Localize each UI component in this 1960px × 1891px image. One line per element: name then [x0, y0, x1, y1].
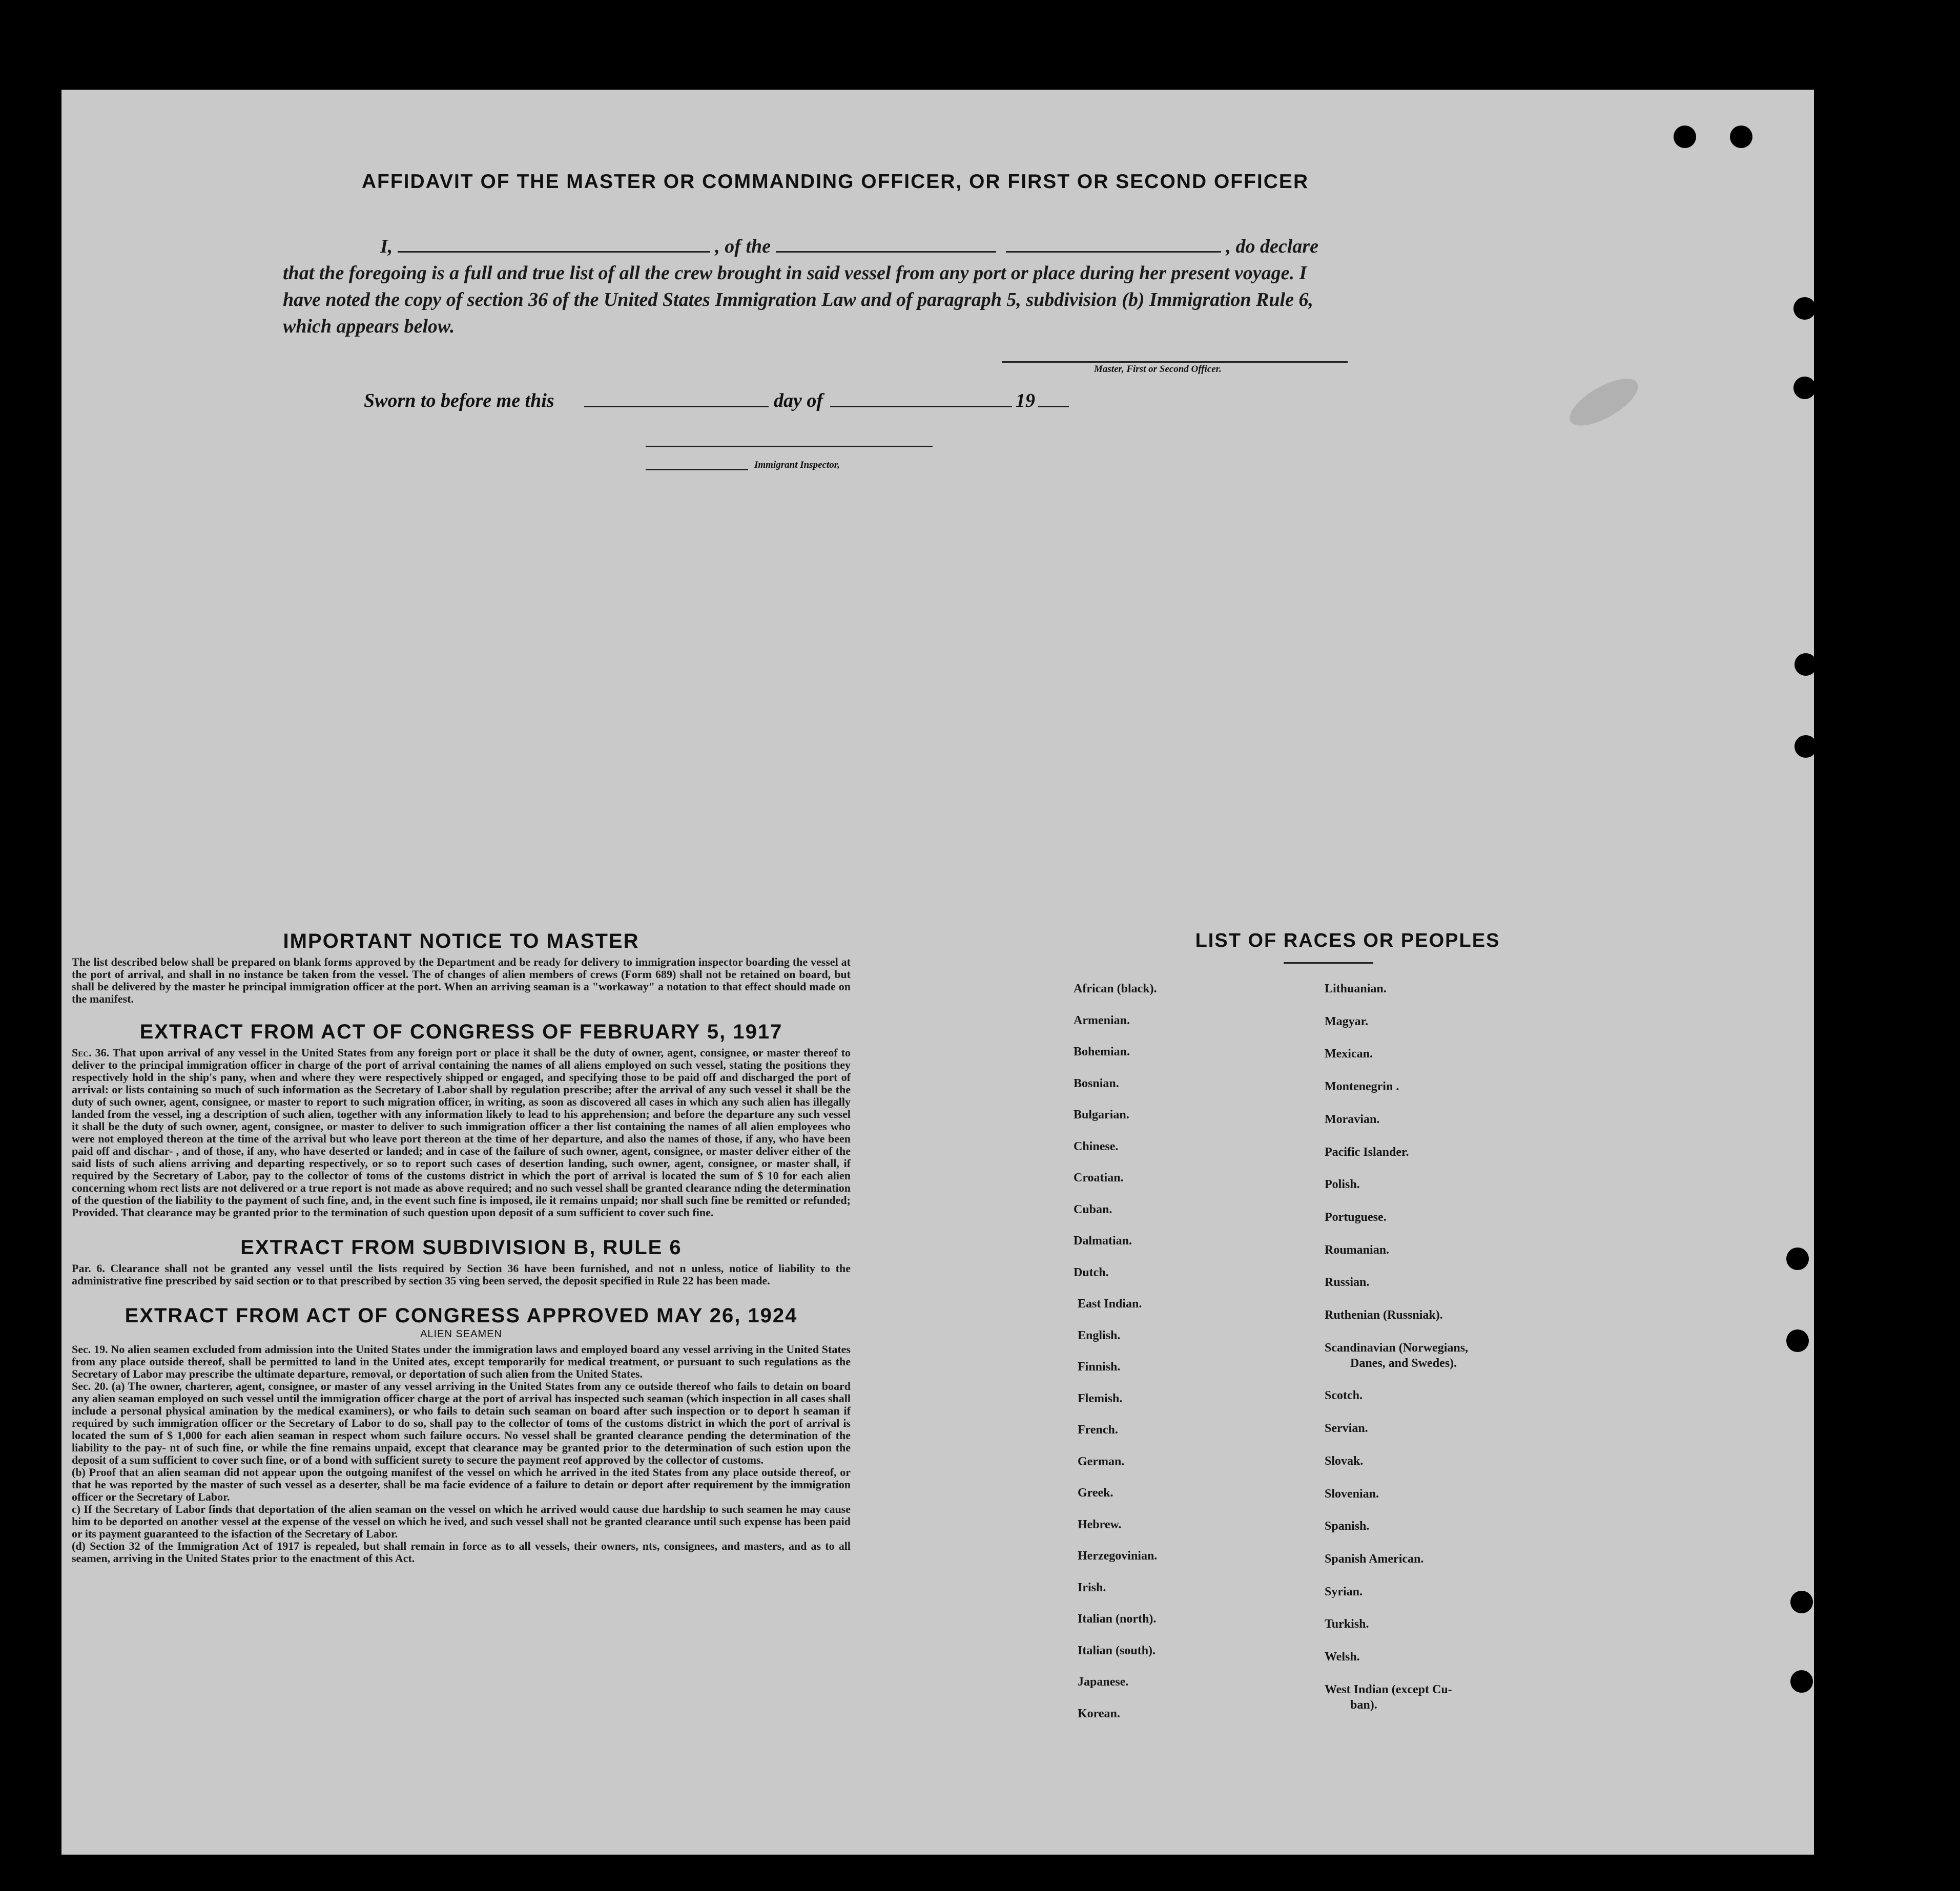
race-item: Spanish.: [1325, 1520, 1370, 1533]
punch-hole: [1674, 126, 1696, 148]
affidavit-title: AFFIDAVIT OF THE MASTER OR COMMANDING OFFICER, OR FIRST OR SECOND OFFICER: [361, 171, 1309, 193]
name-field-line: [398, 237, 710, 253]
race-item: Japanese.: [1078, 1675, 1129, 1689]
race-item: Italian (south).: [1078, 1644, 1156, 1657]
race-item: Welsh.: [1325, 1650, 1360, 1664]
subdivision-b-body: Par. 6. Clearance shall not be granted any vessel until the lists required by Section 36 have been furnished, and not n unless, notice of liability to the administrative fine prescribed by said section or to that prescribed by section 35 ving been served, the deposit specified in Rule 22 has been made.: [72, 1262, 851, 1287]
race-item: Bulgarian.: [1074, 1108, 1129, 1121]
race-item: Italian (north).: [1078, 1612, 1157, 1626]
race-item: Cuban.: [1074, 1202, 1112, 1216]
race-item: Dutch.: [1074, 1265, 1109, 1279]
race-item: West Indian (except Cu-: [1325, 1682, 1452, 1696]
race-item: Portuguese.: [1325, 1210, 1387, 1224]
race-item: Danes, and Swedes).: [1350, 1356, 1457, 1370]
punch-hole: [1794, 735, 1817, 758]
race-item: Magyar.: [1325, 1014, 1369, 1028]
race-item: Scotch.: [1325, 1389, 1363, 1403]
inspector-prefix-line: [646, 469, 748, 470]
vessel-field-line-2: [1006, 237, 1221, 253]
race-item: Slovak.: [1325, 1454, 1364, 1468]
race-item: Polish.: [1325, 1178, 1360, 1192]
inspector-caption: Immigrant Inspector,: [754, 460, 840, 470]
vessel-field-line: [776, 237, 996, 253]
sec-36-text: That upon arrival of any vessel in the United States from any foreign port or place it shall be the duty of owner, agent, consignee, or master thereof to deliver to the principal immigration officer in charge of the port of arrival containing the names of all aliens employed on such vessel, stating the positions they respectively hold in the ship's pany, when and where they were respectively shipped or engaged, and specifying those to be paid off and discharged the port of arrival: or lists containing so much of such information as the Secretary of Labor shall by regulation prescribe; after the arrival of any such vessel it shall be the duty of such owner, agent, consignee, or master to report to such migration officer, in writing, as soon as discovered all cases in which any such alien has illegally landed from the vessel, ing a description of such alien, together with any information likely to lead to his apprehension; and before the departure any such vessel it shall be the duty of such owner, agent, consignee, or master to deliver to such immigration officer a ther list containing the names of all alien employees who were not employed thereon at the time of the arrival but who leave port thereon at the time of her departure, and also the names of those, if any, who have been paid off and dischar- , and of those, if any, who have deserted or landed; and in case of the failure of such owner, agent, consignee, or master deliver either of the said lists of such aliens arriving and departing respectively, or so to report such cases of desertion landing, such owner, agent, consignee, or master shall, if required by the Secretary of Labor, pay to the collector of toms of the customs district in which the port of arrival is located the sum of $ 10 for each alien concerning whom rect lists are not delivered or a true report is not made as above required; and no such vessel shall be granted clearance nding the determination of the question of the liability to the payment of such fine, and, in the event such fine is imposed, ile it remains unpaid; nor shall such fine be remitted or refunded; Provided. That clearance may be granted prior to the termination of such question upon deposit of a sum sufficient to cover such fine.: [72, 1046, 851, 1219]
race-item: Pacific Islander.: [1325, 1145, 1409, 1159]
sec-19-text: Sec. 19. No alien seamen excluded from admission into the United States under the immigration laws and employed board any vessel arriving in the United States from any place outside thereof, shall be permitted to land in the United ates, except temporarily for medical treatment, or pursuant to such regulations as the Secretary of Labor may prescribe the ultimate departure, removal, or deportation of such alien from the United States.: [72, 1343, 851, 1380]
sec-20d-text: (d) Section 32 of the Immigration Act of 1917 is repealed, but shall remain in force as to all vessels, their owners, nts, consignees, and masters, and as to all seamen, arriving in the United States prior to the enactment of this Act.: [72, 1540, 851, 1565]
alien-seamen-subtitle: ALIEN SEAMEN: [420, 1328, 502, 1340]
notice-column: [72, 930, 851, 1565]
race-item: African (black).: [1074, 982, 1157, 995]
master-signature-line: [1002, 361, 1348, 363]
subdivision-b-title: EXTRACT FROM SUBDIVISION B, RULE 6: [240, 1236, 682, 1259]
race-item: Irish.: [1078, 1581, 1106, 1594]
race-item: Turkish.: [1325, 1617, 1369, 1631]
race-item: English.: [1078, 1328, 1121, 1342]
race-item: Armenian.: [1074, 1013, 1130, 1027]
race-item: Montenegrin .: [1325, 1080, 1399, 1094]
race-item: Finnish.: [1078, 1360, 1121, 1374]
affidavit-body: [283, 233, 1349, 340]
race-item: French.: [1078, 1423, 1118, 1437]
race-item: Croatian.: [1074, 1171, 1124, 1185]
race-item: East Indian.: [1078, 1297, 1142, 1311]
sworn-day-line: [584, 406, 769, 407]
punch-hole: [1790, 1591, 1813, 1613]
race-item: Bohemian.: [1074, 1045, 1130, 1058]
sec-36-lead: Sec. 36.: [72, 1046, 110, 1059]
extract-1917-title: EXTRACT FROM ACT OF CONGRESS OF FEBRUARY 5, 1917: [139, 1021, 783, 1043]
punch-hole: [1786, 1248, 1809, 1270]
extract-1917-body: [72, 1047, 851, 1219]
race-item: Flemish.: [1078, 1391, 1123, 1405]
year-prefix: 19: [1016, 390, 1035, 411]
race-item: Chinese.: [1074, 1139, 1119, 1153]
sec-20a-text: Sec. 20. (a) The owner, charterer, agent, consignee, or master of any vessel arriving in the United States from any ce outside thereof who fails to detain on board any alien seaman employed on such vessel until the immigration officer charge at the port of arrival has inspected such seaman (which inspection in all cases shall include a personal physical amination by the medical examiners), or who fails to detain such seaman on board after such inspection or to deport h seaman if required by such immigration officer or the Secretary of Labor to do so, shall pay to the collector of toms of the customs district in which the port of arrival is located the sum of $ 1,000 for each alien seaman in respect whom such failure occurs. No vessel shall be granted clearance pending the determination of the liability to the pay- nt of such fine, or while the fine remains unpaid, except that clearance may be granted prior to the determination of such estion upon the deposit of a sum sufficient to cover such fine, or of a bond with sufficient surety to secure the payment reof approved by the collector of customs.: [72, 1380, 851, 1466]
race-item: Ruthenian (Russniak).: [1325, 1308, 1443, 1322]
race-item: Syrian.: [1325, 1585, 1363, 1598]
document-sheet: [61, 90, 1814, 1855]
race-item: Greek.: [1078, 1486, 1113, 1500]
i-label: I,: [380, 236, 393, 257]
race-item: Korean.: [1078, 1707, 1120, 1720]
race-item: ban).: [1350, 1698, 1377, 1712]
sworn-year-line: [1038, 406, 1069, 407]
sworn-month-line: [830, 406, 1012, 407]
inspector-signature-line: [646, 446, 933, 447]
race-item: Slovenian.: [1325, 1487, 1379, 1501]
ink-smudge: [1563, 370, 1645, 435]
race-item: Russian.: [1325, 1276, 1370, 1290]
races-title-underline: [1284, 962, 1373, 964]
races-title: LIST OF RACES OR PEOPLES: [1195, 930, 1500, 951]
affidavit-declaration-line: [283, 233, 1349, 260]
race-item: Mexican.: [1325, 1047, 1373, 1061]
sec-20c-text: c) If the Secretary of Labor finds that deportation of the alien seaman on the vessel on which he arrived would cause due hardship to such seamen he may cause him to be deported on another vessel at the expense of the vessel on which he ived, and such vessel shall not be granted clearance until such expense has been paid or its payment guaranteed to the isfaction of the Secretary of Labor.: [72, 1503, 851, 1540]
race-item: Moravian.: [1325, 1112, 1380, 1126]
race-item: German.: [1078, 1454, 1125, 1468]
day-of-label: day of: [774, 390, 823, 411]
punch-hole: [1794, 653, 1817, 676]
do-declare-label: , do declare: [1226, 236, 1318, 257]
punch-hole: [1793, 377, 1816, 399]
affidavit-text: that the foregoing is a full and true list of all the crew brought in said vessel from any port or place during her present voyage. I have noted the copy of section 36 of the United States Immigration Law and of paragraph 5, subdivision (b) Immigration Rule 6, which appears below.: [283, 262, 1313, 337]
race-item: Herzegovinian.: [1078, 1549, 1158, 1563]
race-item: Servian.: [1325, 1422, 1368, 1436]
race-item: Scandinavian (Norwegians,: [1325, 1341, 1469, 1355]
race-item: Dalmatian.: [1074, 1234, 1132, 1248]
race-item: Roumanian.: [1325, 1243, 1390, 1257]
punch-hole: [1786, 1329, 1809, 1352]
race-item: Spanish American.: [1325, 1552, 1424, 1566]
notice-title: IMPORTANT NOTICE TO MASTER: [283, 930, 639, 952]
race-item: Lithuanian.: [1325, 982, 1387, 995]
extract-1924-title: EXTRACT FROM ACT OF CONGRESS APPROVED MAY 26, 1924: [125, 1304, 798, 1327]
master-caption: Master, First or Second Officer.: [1094, 364, 1222, 375]
of-the-label: , of the: [715, 236, 771, 257]
sec-20b-text: (b) Proof that an alien seaman did not appear upon the outgoing manifest of the vessel on which he arrived in the ited States from any place outside thereof, or that he was reported by the master of such vessel as a deserter, shall be ma facie evidence of a failure to detain or deport after requirement by the immigration officer or the Secretary of Labor.: [72, 1466, 851, 1503]
race-item: Hebrew.: [1078, 1518, 1122, 1531]
punch-hole: [1793, 297, 1816, 320]
punch-hole: [1730, 126, 1752, 148]
race-item: Bosnian.: [1074, 1076, 1119, 1090]
sworn-label: Sworn to before me this: [364, 390, 554, 411]
notice-body: The list described below shall be prepared on blank forms approved by the Department and be ready for delivery to immigration inspector boarding the vessel at the port of arrival, and shall in no instance be taken from the vessel. The of changes of alien members of crews (Form 689) shall not be retained on board, but shall be delivered by the master he principal immigration officer at the port. When an arriving seaman is a "workaway" a notation to that effect should made on the manifest.: [72, 955, 851, 1005]
punch-hole: [1790, 1670, 1813, 1693]
